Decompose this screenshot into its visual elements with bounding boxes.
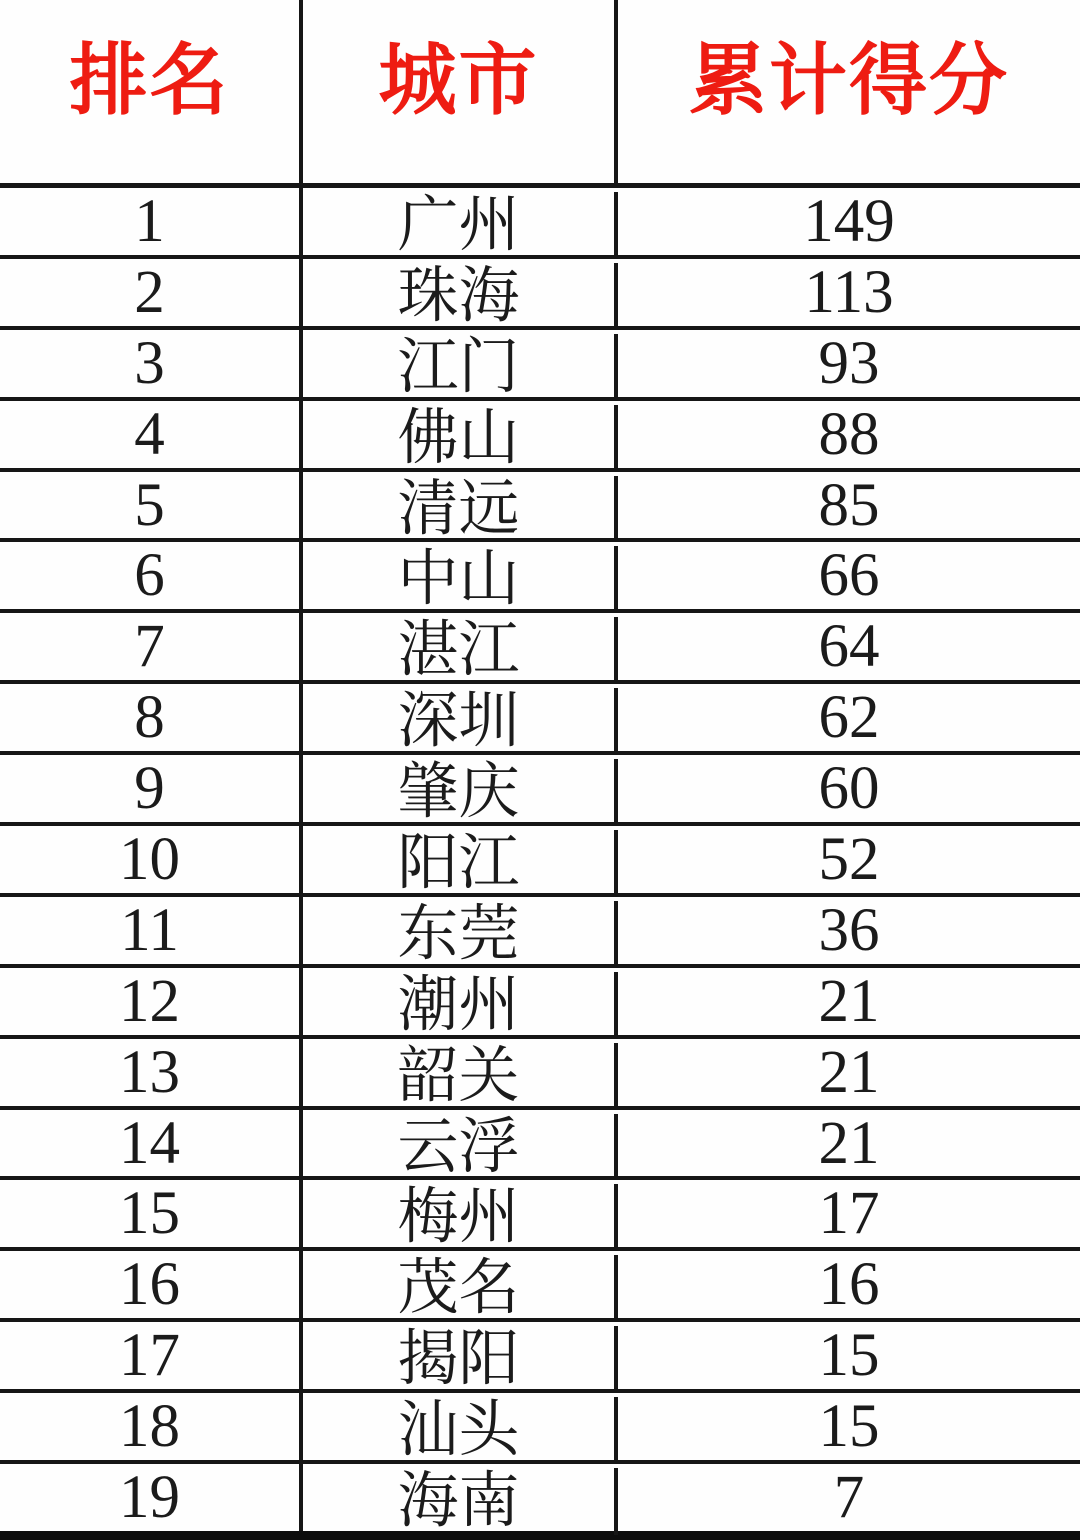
- table-row: [0, 968, 1080, 1039]
- rank-cell: 17: [0, 1322, 303, 1389]
- table-row: [0, 1464, 1080, 1540]
- table-row: [0, 1322, 1080, 1393]
- score-cell: 21: [818, 967, 880, 1035]
- score-cell: 15: [818, 1393, 880, 1461]
- city-cell: 佛山: [303, 405, 618, 472]
- score-cell: 149: [803, 187, 895, 255]
- table-row: [0, 826, 1080, 897]
- score-cell: 36: [818, 896, 880, 964]
- score-cell: 15: [818, 1322, 880, 1390]
- score-cell: 113: [804, 258, 894, 326]
- city-cell: 汕头: [303, 1397, 618, 1464]
- score-cell: 66: [818, 542, 880, 610]
- city-cell: 潮州: [303, 972, 618, 1039]
- rank-cell: 18: [0, 1393, 303, 1460]
- score-cell: 17: [818, 1180, 880, 1248]
- table-row: [0, 1393, 1080, 1464]
- city-cell: 湛江: [303, 617, 618, 684]
- city-cell: 云浮: [303, 1114, 618, 1181]
- header-rank: 排名: [0, 0, 303, 183]
- rank-cell: 5: [0, 472, 303, 539]
- table-row: [0, 259, 1080, 330]
- table-row: [0, 472, 1080, 543]
- score-cell: 62: [818, 684, 880, 752]
- table-row: [0, 684, 1080, 755]
- rank-cell: 8: [0, 684, 303, 751]
- score-cell: 60: [818, 755, 880, 823]
- city-cell: 肇庆: [303, 759, 618, 826]
- rank-cell: 1: [0, 188, 303, 255]
- rank-cell: 12: [0, 968, 303, 1035]
- city-cell: 广州: [303, 192, 618, 259]
- city-cell: 茂名: [303, 1255, 618, 1322]
- table-row: [0, 1110, 1080, 1181]
- table-row: [0, 897, 1080, 968]
- city-cell: 海南: [303, 1468, 618, 1535]
- score-cell: 7: [833, 1463, 865, 1531]
- header-city: 城市: [303, 0, 618, 183]
- city-cell: 韶关: [303, 1043, 618, 1110]
- rank-cell: 11: [0, 897, 303, 964]
- score-cell: 93: [818, 329, 880, 397]
- score-cell: 85: [818, 471, 880, 539]
- city-cell: 东莞: [303, 901, 618, 968]
- city-cell: 珠海: [303, 263, 618, 330]
- table-row: [0, 1180, 1080, 1251]
- rank-cell: 4: [0, 401, 303, 468]
- table-row: [0, 542, 1080, 613]
- table-header-row: [0, 0, 1080, 188]
- header-score: 累计得分: [688, 36, 1009, 124]
- score-cell: 21: [818, 1038, 880, 1106]
- table-row: [0, 401, 1080, 472]
- score-cell: 88: [818, 400, 880, 468]
- city-cell: 中山: [303, 546, 618, 613]
- rank-cell: 10: [0, 826, 303, 893]
- score-cell: 16: [818, 1251, 880, 1319]
- rank-cell: 13: [0, 1039, 303, 1106]
- rank-cell: 9: [0, 755, 303, 822]
- rank-cell: 19: [0, 1464, 303, 1531]
- city-cell: 清远: [303, 476, 618, 543]
- table-row: [0, 188, 1080, 259]
- rank-cell: 3: [0, 330, 303, 397]
- rank-cell: 14: [0, 1110, 303, 1177]
- rank-cell: 2: [0, 259, 303, 326]
- city-cell: 深圳: [303, 688, 618, 755]
- table-row: [0, 613, 1080, 684]
- city-cell: 梅州: [303, 1184, 618, 1251]
- rank-cell: 16: [0, 1251, 303, 1318]
- score-cell: 64: [818, 613, 880, 681]
- rank-cell: 15: [0, 1180, 303, 1247]
- city-cell: 江门: [303, 334, 618, 401]
- score-cell: 21: [818, 1109, 880, 1177]
- table-row: [0, 755, 1080, 826]
- city-cell: 阳江: [303, 830, 618, 897]
- table-row: [0, 330, 1080, 401]
- table-row: [0, 1251, 1080, 1322]
- rank-cell: 7: [0, 613, 303, 680]
- table-row: [0, 1039, 1080, 1110]
- city-cell: 揭阳: [303, 1326, 618, 1393]
- score-cell: 52: [818, 825, 880, 893]
- rank-cell: 6: [0, 542, 303, 609]
